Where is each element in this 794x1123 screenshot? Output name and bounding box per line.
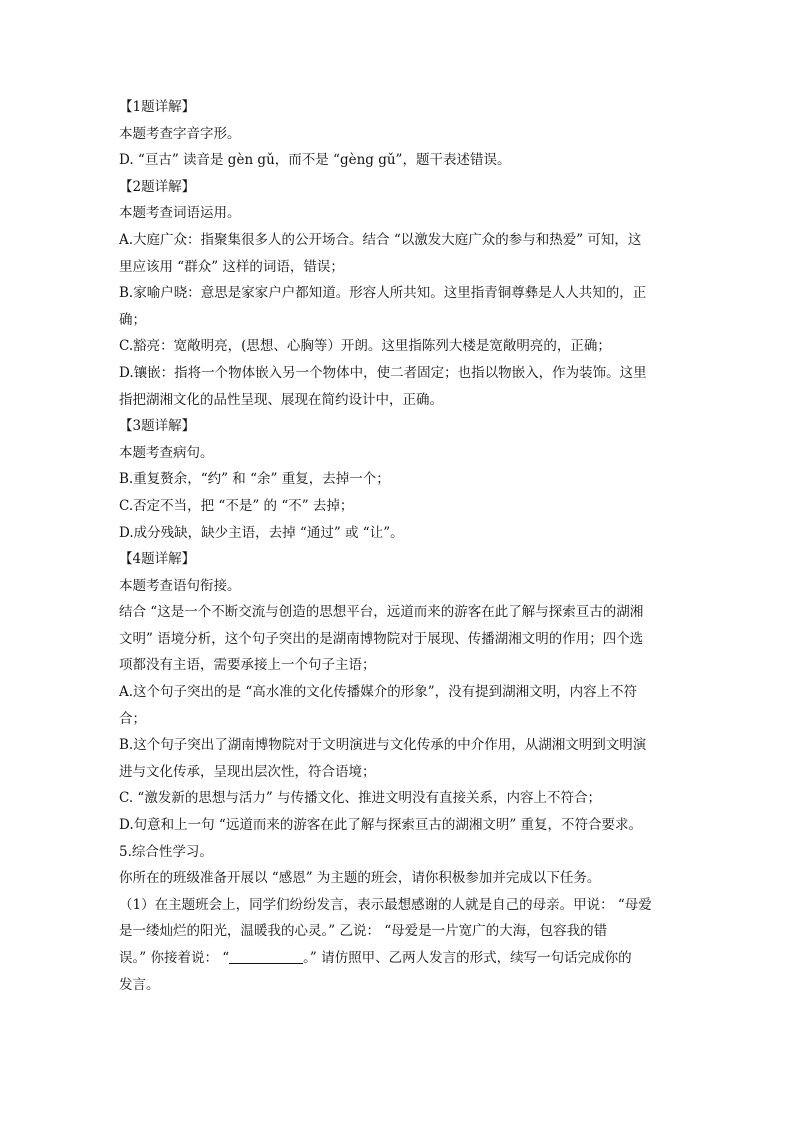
text-line: 5.综合性学习。 [119,843,213,860]
text-line: 进与文化传承，呈现出层次性，符合语境； [119,763,376,780]
text-line: B.这个句子突出了湖南博物院对于文明演进与文化传承的中介作用，从湖湘文明到文明演 [119,737,647,754]
document-page [119,94,679,998]
text-line: 【2题详解】 [119,178,196,195]
text-line: 文明” 语境分析，这个句子突出的是湖南博物院对于展现、传播湖湘文明的作用；四个选 [119,630,644,647]
text-line: 【1题详解】 [119,99,196,115]
text-line: C. “激发新的思想与活力” 与传播文化、推进文明没有直接关系，内容上不符合； [119,790,602,807]
answer-blank [229,949,303,964]
text-line: 指把湖湘文化的品性呈现、展现在简约设计中，正确。 [119,391,443,408]
text-line-last: 发言。 [119,976,160,993]
text-line: 合； [119,710,146,727]
text-line-blank [119,945,679,972]
text-line: D.句意和上一句 “远道而来的游客在此了解与探索亘古的湖湘文明” 重复，不符合要求。 [119,817,643,834]
text-line: C.豁亮：宽敞明亮，(思想、心胸等）开朗。这里指陈列大楼是宽敞明亮的，正确； [119,338,611,355]
text-line: 本题考查词语运用。 [119,205,241,222]
text-line: 是一缕灿烂的阳光，温暖我的心灵。” 乙说： “母爱是一片宽广的大海，包容我的错 [119,923,608,940]
text-line: 本题考查字音字形。 [119,125,241,142]
text-line: 【4题详解】 [119,551,196,568]
blank-prefix: 误。” 你接着说： “ [119,950,230,966]
text-line: 里应该用 “群众” 这样的词语，错误； [119,258,344,275]
text-line: 【3题详解】 [119,418,196,435]
text-line: D.成分残缺，缺少主语，去掉 “通过” 或 “让”。 [119,524,404,541]
text-line: 确； [119,311,146,328]
text-line: A.这个句子突出的是 “高水准的文化传播媒介的形象”，没有提到湖湘文明，内容上不符 [119,684,638,701]
blank-suffix: 。” 请仿照甲、乙两人发言的形式，续写一句话完成你的 [303,950,632,966]
text-line: B.重复赘余，“约” 和 “余” 重复，去掉一个； [119,471,390,488]
text-line: B.家喻户晓：意思是家家户户都知道。形容人所共知。这里指青铜尊彝是人人共知的，正 [119,285,647,302]
text-line: 本题考查语句衔接。 [119,577,241,594]
text-line: A.大庭广众：指聚集很多人的公开场合。结合 “以激发大庭广众的参与和热爱” 可知，这 [119,231,642,248]
text-line: C.否定不当，把 “不是” 的 “不” 去掉； [119,497,354,514]
document-body [119,94,679,945]
text-line: 你所在的班级准备开展以 “感恩” 为主题的班会，请你积极参加并完成以下任务。 [119,870,601,887]
text-line: 结合 “这是一个不断交流与创造的思想平台，远道而来的游客在此了解与探索亘古的湖湘 [119,604,644,621]
text-line: D. “亘古” 读音是 gèn gǔ，而不是 “gèng gǔ”，题干表述错误。 [119,152,511,169]
text-line: （1）在主题班会上，同学们纷纷发言，表示最想感谢的人就是自己的母亲。甲说： “母爱 [119,896,652,913]
text-line: D.镶嵌：指将一个物体嵌入另一个物体中，使二者固定；也指以物嵌入，作为装饰。这里 [119,364,647,381]
text-line: 项都没有主语，需要承接上一个句子主语； [119,657,376,674]
text-line: 本题考查病句。 [119,444,214,461]
